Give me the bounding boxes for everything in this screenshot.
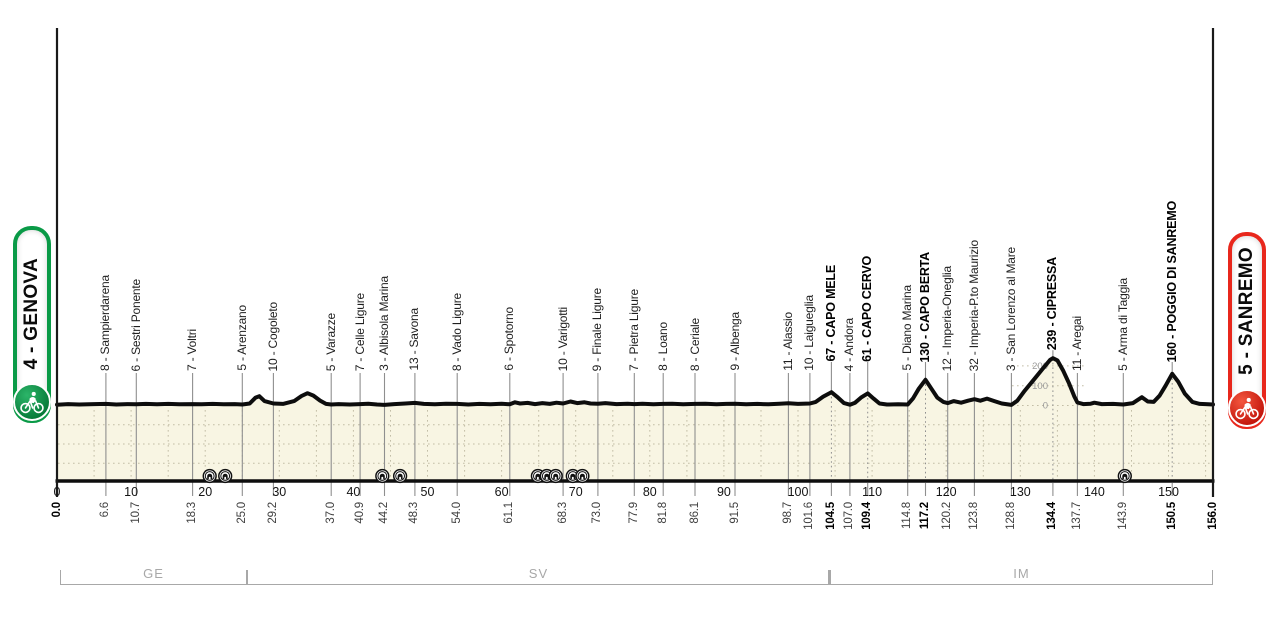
axis-tick-label: 70: [568, 485, 583, 499]
town-label: 7 - Pietra Ligure: [626, 289, 641, 371]
axis-tick-label: 130: [1009, 485, 1031, 499]
town-label: 3 - Albisola Marina: [377, 276, 392, 371]
province-bracket-line: [830, 584, 1213, 585]
axis-tick-label: 20: [198, 485, 213, 499]
km-distance-label: 91.5: [728, 502, 741, 524]
axis-tick-label: 40: [346, 485, 361, 499]
province-bracket-tick: [247, 570, 248, 584]
km-distance-label: 6.6: [99, 502, 112, 518]
km-distance-label: 18.3: [186, 502, 199, 524]
town-label: 32 - Imperia-P.to Maurizio: [966, 239, 981, 371]
km-distance-label: 107.0: [843, 502, 856, 530]
town-label: 61 - CAPO CERVO: [860, 256, 875, 362]
town-label: 239 - CIPRESSA: [1045, 257, 1060, 351]
town-label: 6 - Sestri Ponente: [128, 278, 143, 371]
km-distance-label: 114.8: [901, 502, 914, 529]
province-bracket-line: [247, 584, 830, 585]
elevation-scale-label: 200: [1032, 361, 1048, 373]
km-distance-label: 61.1: [503, 502, 516, 524]
km-distance-label: 104.5: [824, 502, 837, 530]
province-bracket-tick: [830, 570, 831, 584]
finish-marker-sanremo: [1228, 232, 1266, 429]
town-label: 5 - Diano Marina: [900, 285, 915, 371]
km-distance-label: 25.0: [235, 502, 248, 524]
town-label: 10 - Cogoleto: [265, 301, 280, 371]
axis-tick-label: 50: [420, 485, 435, 499]
town-label: 4 - Andora: [842, 317, 857, 371]
town-label: 5 - Arma di Taggia: [1115, 278, 1130, 371]
province-bracket-line: [60, 584, 247, 585]
town-label: 3 - San Lorenzo al Mare: [1003, 246, 1018, 371]
town-label: 12 - Imperia-Oneglia: [940, 265, 955, 371]
town-label: 6 - Spotorno: [502, 307, 517, 371]
axis-tick-label: 10: [124, 485, 139, 499]
axis-tick-label: 90: [716, 485, 731, 499]
axis-tick-label: 120: [935, 485, 957, 499]
km-distance-label: 128.8: [1004, 502, 1017, 530]
town-label: 10 - Varigotti: [555, 306, 570, 371]
km-distance-label: 134.4: [1046, 502, 1059, 530]
province-label: SV: [528, 566, 549, 581]
km-distance-label: 44.2: [378, 502, 391, 524]
km-distance-label: 123.8: [967, 502, 980, 530]
km-distance-label: 68.3: [556, 502, 569, 524]
start-cyclist-icon: [13, 383, 51, 421]
km-distance-label: 54.0: [450, 502, 463, 524]
town-label: 5 - Arenzano: [234, 305, 249, 371]
town-label: 8 - Vado Ligure: [449, 292, 464, 371]
axis-tick-label: 0: [53, 485, 61, 499]
km-distance-label: 86.1: [688, 502, 701, 524]
province-bracket-tick: [60, 570, 61, 584]
town-label: 11 - Aregai: [1069, 316, 1084, 371]
town-label: 9 - Albenga: [727, 312, 742, 371]
town-label: 7 - Celle Ligure: [352, 292, 367, 371]
town-label: 13 - Savona: [407, 308, 422, 371]
town-label: 5 - Varazze: [323, 312, 338, 371]
km-distance-label: 156.0: [1206, 502, 1219, 530]
province-label: IM: [1013, 566, 1030, 581]
axis-tick-label: 150: [1158, 485, 1179, 499]
axis-tick-label: 80: [642, 485, 657, 499]
town-label: 160 - POGGIO DI SANREMO: [1164, 200, 1179, 362]
town-label: 130 - CAPO BERTA: [917, 251, 932, 362]
town-label: 7 - Voltri: [185, 328, 200, 371]
town-label: 11 - Alassio: [780, 312, 795, 371]
km-distance-label: 109.4: [861, 502, 874, 530]
km-distance-label: 0.0: [50, 502, 63, 518]
km-distance-label: 101.6: [803, 502, 816, 530]
km-distance-label: 10.7: [129, 502, 142, 524]
axis-tick-label: 30: [272, 485, 287, 499]
elevation-scale-label: 100: [1032, 380, 1048, 392]
elevation-scale-label: 0: [1042, 400, 1048, 412]
km-distance-label: 37.0: [324, 502, 337, 524]
km-distance-label: 120.2: [941, 502, 954, 530]
km-distance-label: 77.9: [627, 502, 640, 524]
axis-tick-label: 100: [787, 485, 809, 499]
province-label: GE: [143, 566, 164, 581]
km-distance-label: 143.9: [1116, 502, 1129, 530]
town-label: 10 - Laigueglia: [802, 295, 817, 371]
km-distance-label: 137.7: [1070, 502, 1083, 530]
finish-label: 5 - SANREMO: [1236, 247, 1257, 375]
town-label: 8 - Ceriale: [687, 317, 702, 371]
start-label: 4 - GENOVA: [21, 257, 42, 369]
town-label: 67 - CAPO MELE: [823, 265, 838, 362]
km-distance-label: 150.5: [1165, 502, 1178, 530]
town-label: 8 - Sampierdarena: [98, 275, 113, 371]
axis-tick-label: 140: [1083, 485, 1105, 499]
km-distance-label: 81.8: [656, 502, 669, 524]
km-distance-label: 40.9: [353, 502, 366, 524]
axis-tick-label: 60: [494, 485, 509, 499]
km-distance-label: 29.2: [266, 502, 279, 524]
start-marker-genova: [13, 226, 51, 423]
finish-cyclist-icon: [1228, 389, 1266, 427]
town-label: 9 - Finale Ligure: [590, 287, 605, 371]
province-bracket-tick: [1212, 570, 1213, 584]
km-distance-label: 48.3: [408, 502, 421, 524]
km-distance-label: 73.0: [591, 502, 604, 524]
km-distance-label: 98.7: [781, 502, 794, 524]
town-label: 8 - Loano: [655, 322, 670, 371]
km-distance-label: 117.2: [918, 502, 931, 530]
axis-tick-label: 110: [862, 485, 883, 499]
